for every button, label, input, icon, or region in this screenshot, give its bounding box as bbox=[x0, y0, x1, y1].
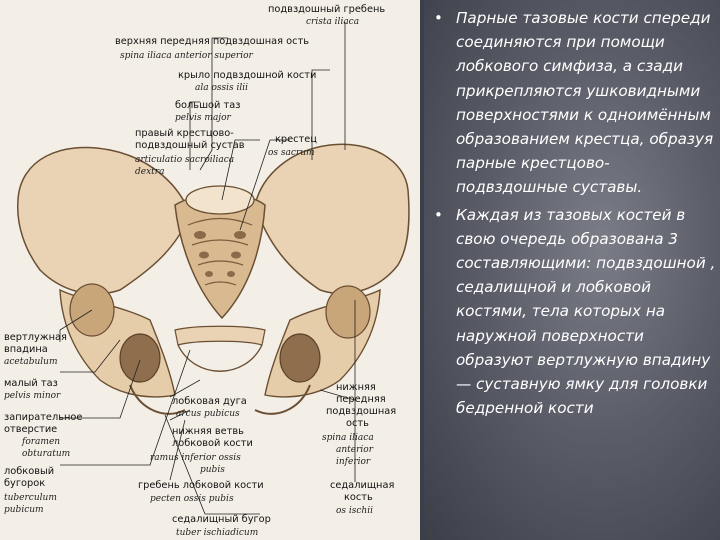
label-pecten-ru: гребень лобковой кости bbox=[138, 480, 264, 491]
label-ala-lat: ala ossis ilii bbox=[195, 83, 248, 93]
label-ramus-lat-1: ramus inferior ossis bbox=[150, 453, 241, 463]
label-pelvis-minor-lat: pelvis minor bbox=[4, 391, 61, 401]
label-pelvis-major-lat: pelvis major bbox=[175, 113, 231, 123]
label-tuber-ru: седалищный бугор bbox=[172, 514, 271, 525]
bullet-list bbox=[434, 6, 716, 423]
label-tuberculum-lat-1: tuberculum bbox=[4, 493, 57, 503]
bullet-text: Парные тазовые кости спереди соединяются при помощи лобкового симфиза, а сзади прикрепляются ушковидными поверхностями к одноимённым образованием крестца, образуя парные крестцово-подвздошные суставы. bbox=[456, 9, 714, 197]
label-spina-inf-ru-1: нижняя bbox=[336, 382, 376, 393]
label-spina-sup-lat: spina iliaca anterior superior bbox=[120, 51, 253, 61]
label-ramus-ru-1: нижняя ветвь bbox=[172, 426, 244, 437]
label-tuberculum-ru-2: бугорок bbox=[4, 478, 46, 489]
label-crista-ru: подвздошный гребень bbox=[268, 4, 386, 15]
label-foramen-lat-2: obturatum bbox=[22, 449, 71, 459]
label-pelvis-minor-ru: малый таз bbox=[4, 378, 58, 389]
label-sacroiliac-lat-1: articulatio sacroiliaca bbox=[135, 155, 235, 165]
label-sacroiliac-lat-2: dextra bbox=[135, 167, 165, 177]
label-spina-inf-lat-2: anterior bbox=[336, 445, 374, 455]
pelvis-bones bbox=[18, 144, 409, 414]
label-acetabulum-ru-1: вертлужная bbox=[4, 332, 67, 343]
label-pelvis-major-ru: большой таз bbox=[175, 100, 241, 111]
label-tuber-lat: tuber ischiadicum bbox=[176, 528, 259, 538]
label-spina-sup-ru: верхняя передняя подвздошная ость bbox=[115, 36, 310, 47]
bullet-item bbox=[434, 6, 716, 200]
label-ischium-lat: os ischii bbox=[336, 506, 373, 516]
label-spina-inf-ru-3: подвздошная bbox=[326, 406, 397, 417]
bullet-text: Каждая из тазовых костей в свою очередь образована 3 составляющими: подвздошной , седалищной и лобковой костями, тела которых на наружной поверхности образуют вертлужную впадину — суставную ямку для головки бедренной кости bbox=[456, 205, 716, 418]
label-ramus-ru-2: лобковой кости bbox=[172, 438, 253, 449]
label-acetabulum-lat: acetabulum bbox=[4, 357, 58, 367]
bullet-marker: • bbox=[434, 205, 443, 224]
label-sacroiliac-ru-2: подвздошный сустав bbox=[135, 140, 245, 151]
label-sacrum-lat: os sacrum bbox=[268, 148, 315, 158]
label-arcus-lat: arcus pubicus bbox=[176, 409, 240, 419]
label-acetabulum-ru-2: впадина bbox=[4, 344, 48, 355]
label-tuberculum-lat-2: pubicum bbox=[4, 505, 44, 515]
label-ischium-ru-2: кость bbox=[344, 492, 373, 503]
bullet-item bbox=[434, 203, 716, 421]
label-ischium-ru-1: седалищная bbox=[330, 480, 395, 491]
label-sacroiliac-ru-1: правый крестцово- bbox=[135, 128, 234, 139]
label-spina-inf-ru-2: передняя bbox=[336, 394, 386, 405]
label-foramen-ru-1: запирательное bbox=[4, 412, 83, 423]
label-crista-lat: crista iliaca bbox=[306, 17, 360, 27]
label-ramus-lat-2: pubis bbox=[200, 465, 225, 475]
label-sacrum-ru: крестец bbox=[275, 134, 317, 145]
label-pecten-lat: pecten ossis pubis bbox=[150, 494, 234, 504]
label-foramen-lat-1: foramen bbox=[22, 437, 61, 447]
label-spina-inf-lat-1: spina iliaca bbox=[322, 433, 374, 443]
bullet-marker: • bbox=[434, 9, 443, 27]
label-spina-inf-lat-3: inferior bbox=[336, 457, 371, 467]
label-foramen-ru-2: отверстие bbox=[4, 424, 58, 435]
label-arcus-ru: лобковая дуга bbox=[172, 396, 247, 407]
label-ala-ru: крыло подвздошной кости bbox=[178, 70, 317, 81]
label-tuberculum-ru-1: лобковый bbox=[4, 466, 55, 477]
label-spina-inf-ru-4: ость bbox=[346, 418, 369, 429]
